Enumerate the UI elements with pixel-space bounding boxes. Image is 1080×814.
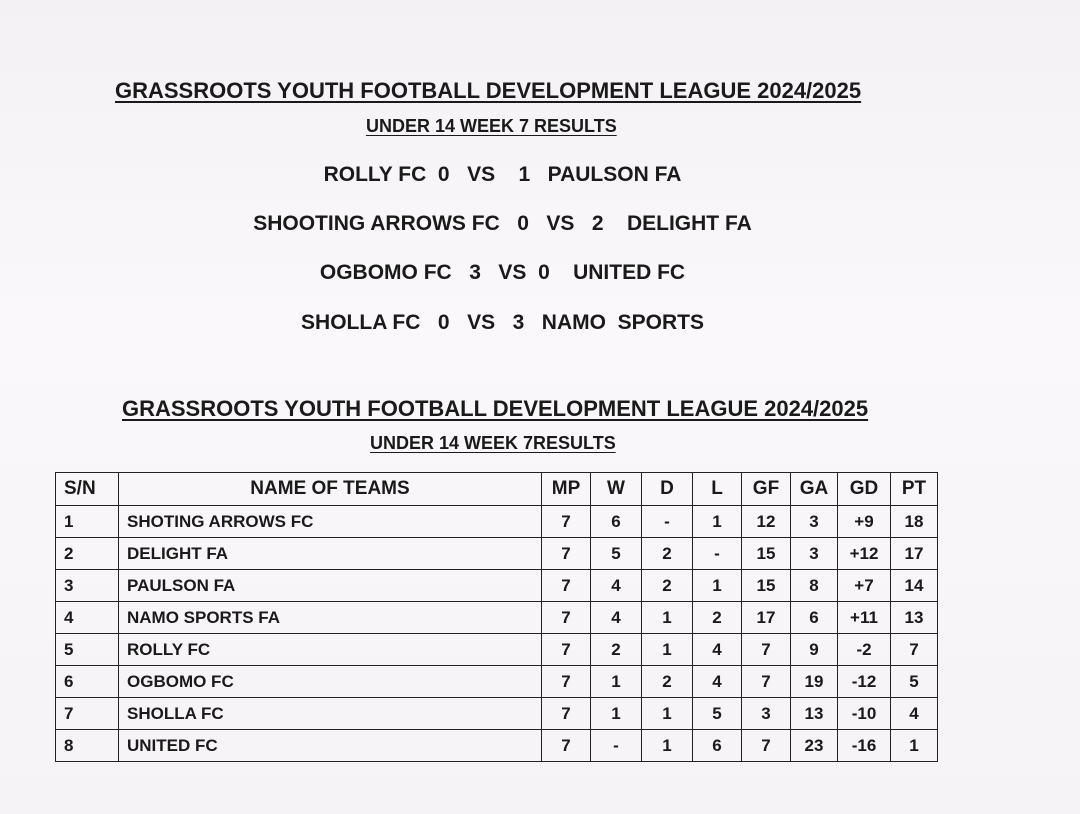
table-row xyxy=(56,666,938,698)
cell-gf: 7 xyxy=(742,730,791,762)
cell-gf: 15 xyxy=(742,570,791,602)
cell-w: 1 xyxy=(591,698,642,730)
cell-mp: 7 xyxy=(542,602,591,634)
cell-l: 5 xyxy=(693,698,742,730)
cell-gd: -16 xyxy=(838,730,891,762)
cell-ga: 19 xyxy=(791,666,838,698)
cell-sn: 4 xyxy=(56,602,119,634)
cell-w: 4 xyxy=(591,602,642,634)
cell-ga: 3 xyxy=(791,538,838,570)
cell-gd: -2 xyxy=(838,634,891,666)
match-result: ROLLY FC 0 VS 1 PAULSON FA xyxy=(323,163,682,186)
header-gf: GF xyxy=(742,473,791,506)
table-row xyxy=(56,730,938,762)
table-subtitle: UNDER 14 WEEK 7RESULTS xyxy=(370,433,616,453)
cell-l: 4 xyxy=(693,666,742,698)
cell-d: 1 xyxy=(642,730,693,762)
cell-team-name: SHOTING ARROWS FC xyxy=(119,506,542,538)
league-table xyxy=(55,472,938,762)
cell-d: 1 xyxy=(642,698,693,730)
match-result: SHOOTING ARROWS FC 0 VS 2 DELIGHT FA xyxy=(253,212,752,235)
cell-d: 1 xyxy=(642,634,693,666)
cell-team-name: NAMO SPORTS FA xyxy=(119,602,542,634)
cell-team-name: OGBOMO FC xyxy=(119,666,542,698)
cell-d: 2 xyxy=(642,538,693,570)
header-w: W xyxy=(591,473,642,506)
cell-gd: -10 xyxy=(838,698,891,730)
cell-pt: 18 xyxy=(891,506,938,538)
cell-l: 4 xyxy=(693,634,742,666)
cell-w: 1 xyxy=(591,666,642,698)
cell-pt: 13 xyxy=(891,602,938,634)
cell-mp: 7 xyxy=(542,570,591,602)
cell-gf: 12 xyxy=(742,506,791,538)
cell-mp: 7 xyxy=(542,666,591,698)
cell-ga: 13 xyxy=(791,698,838,730)
cell-ga: 6 xyxy=(791,602,838,634)
cell-gd: +7 xyxy=(838,570,891,602)
cell-mp: 7 xyxy=(542,506,591,538)
cell-d: 2 xyxy=(642,666,693,698)
cell-w: 4 xyxy=(591,570,642,602)
cell-gd: +12 xyxy=(838,538,891,570)
cell-pt: 1 xyxy=(891,730,938,762)
cell-sn: 1 xyxy=(56,506,119,538)
cell-sn: 7 xyxy=(56,698,119,730)
table-row xyxy=(56,506,938,538)
cell-d: 1 xyxy=(642,602,693,634)
cell-l: - xyxy=(693,538,742,570)
cell-d: - xyxy=(642,506,693,538)
header-mp: MP xyxy=(542,473,591,506)
table-row xyxy=(56,602,938,634)
cell-sn: 3 xyxy=(56,570,119,602)
results-title: GRASSROOTS YOUTH FOOTBALL DEVELOPMENT LEAGUE 2024/2025 xyxy=(115,78,862,103)
table-row xyxy=(56,634,938,666)
cell-sn: 5 xyxy=(56,634,119,666)
cell-mp: 7 xyxy=(542,730,591,762)
results-subtitle: UNDER 14 WEEK 7 RESULTS xyxy=(366,116,617,136)
cell-pt: 4 xyxy=(891,698,938,730)
cell-mp: 7 xyxy=(542,698,591,730)
cell-team-name: UNITED FC xyxy=(119,730,542,762)
header-pt: PT xyxy=(891,473,938,506)
cell-l: 6 xyxy=(693,730,742,762)
cell-pt: 17 xyxy=(891,538,938,570)
table-row xyxy=(56,698,938,730)
match-result: SHOLLA FC 0 VS 3 NAMO SPORTS xyxy=(301,311,704,334)
header-l: L xyxy=(693,473,742,506)
cell-w: - xyxy=(591,730,642,762)
table-body xyxy=(56,506,938,762)
cell-gd: +9 xyxy=(838,506,891,538)
cell-pt: 5 xyxy=(891,666,938,698)
cell-gd: -12 xyxy=(838,666,891,698)
cell-team-name: PAULSON FA xyxy=(119,570,542,602)
cell-team-name: SHOLLA FC xyxy=(119,698,542,730)
header-team-name: NAME OF TEAMS xyxy=(119,473,542,506)
cell-gf: 3 xyxy=(742,698,791,730)
cell-team-name: DELIGHT FA xyxy=(119,538,542,570)
cell-sn: 2 xyxy=(56,538,119,570)
table-title: GRASSROOTS YOUTH FOOTBALL DEVELOPMENT LEAGUE 2024/2025 xyxy=(122,396,869,421)
cell-gf: 17 xyxy=(742,602,791,634)
cell-mp: 7 xyxy=(542,538,591,570)
table-row xyxy=(56,538,938,570)
table-row xyxy=(56,570,938,602)
cell-w: 5 xyxy=(591,538,642,570)
cell-gf: 7 xyxy=(742,634,791,666)
header-sn: S/N xyxy=(56,473,119,506)
cell-ga: 9 xyxy=(791,634,838,666)
header-gd: GD xyxy=(838,473,891,506)
cell-gd: +11 xyxy=(838,602,891,634)
cell-ga: 23 xyxy=(791,730,838,762)
cell-ga: 8 xyxy=(791,570,838,602)
cell-ga: 3 xyxy=(791,506,838,538)
match-result: OGBOMO FC 3 VS 0 UNITED FC xyxy=(319,261,686,284)
cell-pt: 14 xyxy=(891,570,938,602)
cell-d: 2 xyxy=(642,570,693,602)
cell-l: 1 xyxy=(693,506,742,538)
cell-team-name: ROLLY FC xyxy=(119,634,542,666)
header-d: D xyxy=(642,473,693,506)
cell-pt: 7 xyxy=(891,634,938,666)
header-ga: GA xyxy=(791,473,838,506)
cell-sn: 8 xyxy=(56,730,119,762)
cell-w: 2 xyxy=(591,634,642,666)
cell-gf: 7 xyxy=(742,666,791,698)
cell-w: 6 xyxy=(591,506,642,538)
cell-mp: 7 xyxy=(542,634,591,666)
cell-l: 2 xyxy=(693,602,742,634)
table-header-row xyxy=(56,473,938,506)
cell-sn: 6 xyxy=(56,666,119,698)
cell-gf: 15 xyxy=(742,538,791,570)
cell-l: 1 xyxy=(693,570,742,602)
